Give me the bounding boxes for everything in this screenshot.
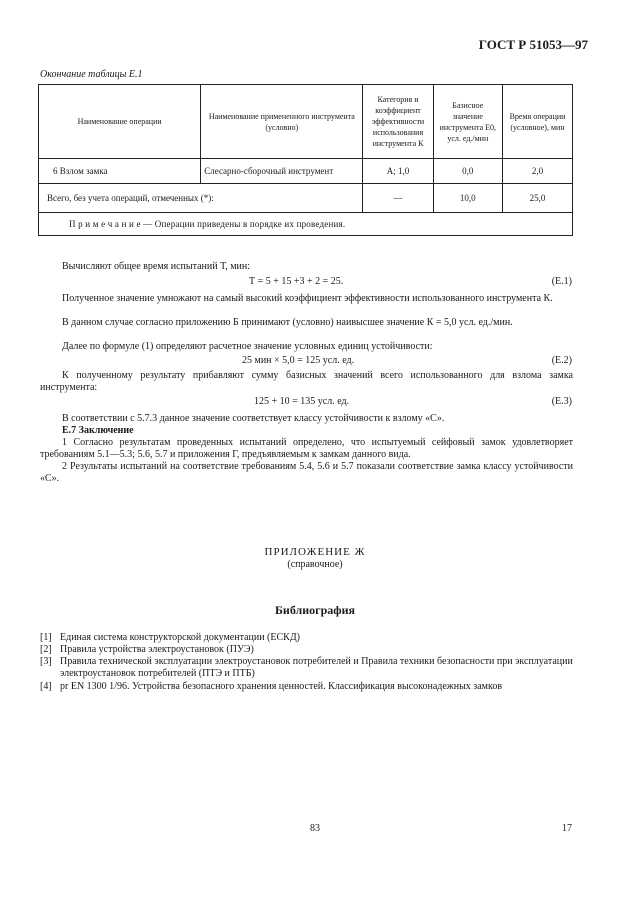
cell-tool: Слесарно-сборочный инструмент [201, 159, 363, 184]
conclusion-heading: Е.7 Заключение [62, 425, 134, 436]
bibliography-text: Правила устройства электроустановок (ПУЭ) [60, 644, 254, 655]
bibliography-title: Библиография [274, 603, 356, 617]
table-note: П р и м е ч а н и е — Операции приведены в порядке их проведения. [39, 213, 573, 236]
document-code: ГОСТ Р 51053—97 [478, 37, 588, 52]
cell-operation: 6 Взлом замка [39, 159, 201, 184]
sheet-number: 17 [562, 823, 572, 834]
table-row [39, 159, 573, 184]
col-tool: Наименование примененного инструмента (условно) [201, 85, 363, 159]
bibliography-number: [4] [40, 681, 52, 692]
paragraph-base-sum: К полученному результату прибавляют сумму базисных значений всего использованного для взлома замка инструмента: [40, 370, 573, 393]
col-operation: Наименование операции [39, 85, 201, 159]
col-base: Базисное значение инструмента Е0, усл. ед./мин [433, 85, 502, 159]
cell-total-category: — [363, 184, 433, 213]
paragraph-class: В соответствии с 5.7.3 данное значение соответствует классу устойчивости к взлому «С». [62, 413, 445, 424]
conclusion-item-2: 2 Результаты испытаний на соответствие требованиям 5.4, 5.6 и 5.7 показали соответствие замка классу устойчивости «С». [40, 461, 573, 484]
table-caption: Окончание таблицы Е.1 [40, 69, 143, 80]
formula-e2-number: (Е.2) [551, 355, 572, 366]
bibliography-text: pr EN 1300 1/96. Устройства безопасного хранения ценностей. Классификация высоконадежных замков [60, 681, 503, 692]
table-header-row [39, 85, 573, 159]
cell-base: 0,0 [433, 159, 502, 184]
cell-total-base: 10,0 [433, 184, 502, 213]
bibliography-text: Единая система конструкторской документации (ЕСКД) [60, 632, 300, 643]
operations-table [38, 84, 573, 236]
bibliography-number: [3] [40, 656, 52, 667]
bibliography-number: [1] [40, 632, 52, 643]
paragraph-total-time: Вычисляют общее время испытаний Т, мин: [62, 261, 251, 272]
formula-e1: Т = 5 + 15 +3 + 2 = 25. [249, 276, 344, 287]
formula-e1-number: (Е.1) [551, 276, 572, 287]
paragraph-max-coefficient: В данном случае согласно приложению Б принимают (условно) наивысшее значение К = 5,0 усл. ед./мин. [62, 317, 513, 328]
bibliography-number: [2] [40, 644, 52, 655]
page-number: 83 [310, 823, 320, 834]
cell-total-time: 25,0 [503, 184, 573, 213]
appendix-subtitle: (справочное) [287, 559, 343, 570]
formula-e3-number: (Е.3) [551, 396, 572, 407]
cell-total-label: Всего, без учета операций, отмеченных (*): [39, 184, 363, 213]
formula-e3: 125 + 10 = 135 усл. ед. [254, 396, 350, 407]
col-category: Категория и коэффициент эффективности использования инструмента К [363, 85, 433, 159]
bibliography-text: Правила технической эксплуатации электроустановок потребителей и Правила техники безопасности при эксплуатации электроустановок потребителей (ПТЭ и ПТБ) [60, 656, 573, 679]
conclusion-item-1: 1 Согласно результатам проведенных испытаний определено, что испытуемый сейфовый замок удовлетворяет требованиям 5.1—5.3; 5.6, 5.7 и приложения Г, предъявляемым к замкам данного вида. [40, 437, 573, 460]
cell-category: А; 1,0 [363, 159, 433, 184]
col-time: Время операции (условное), мин [503, 85, 573, 159]
table-total-row [39, 184, 573, 213]
paragraph-multiply: Полученное значение умножают на самый высокий коэффициент эффективности использованного инструмента К. [62, 293, 553, 304]
table-note-row [39, 213, 573, 236]
appendix-title: ПРИЛОЖЕНИЕ Ж [264, 546, 366, 558]
formula-e2: 25 мин × 5,0 = 125 усл. ед. [242, 355, 355, 366]
paragraph-formula-1: Далее по формуле (1) определяют расчетное значение условных единиц устойчивости: [62, 341, 433, 352]
cell-time: 2,0 [503, 159, 573, 184]
